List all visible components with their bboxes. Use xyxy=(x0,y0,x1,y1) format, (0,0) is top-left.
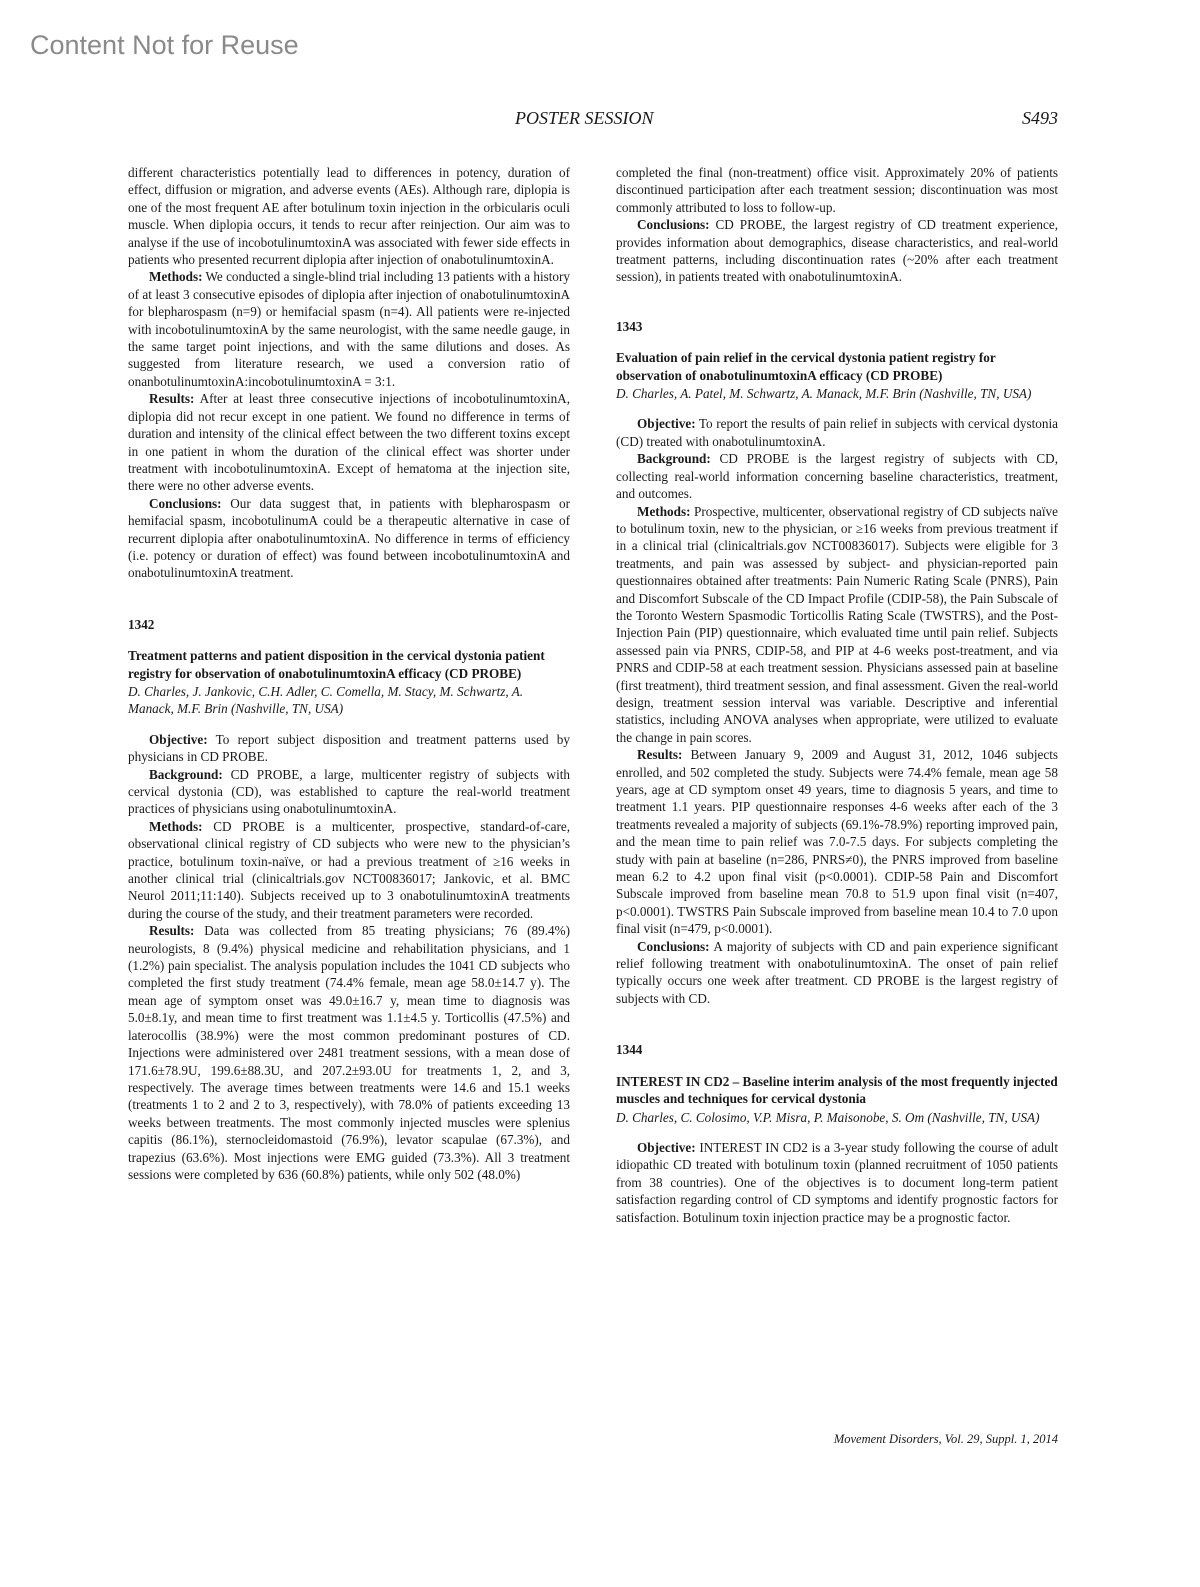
conclusions-text: A majority of subjects with CD and pain experience significant relief following treatment with onabotulinumtoxinA. The onset of pain relief typically occurs one week after treatment. CD PROBE is the largest registry of subjects with CD. xyxy=(616,938,1058,1006)
right-column xyxy=(616,164,1058,1226)
objective-paragraph-1343 xyxy=(616,415,1058,450)
conclusions-paragraph-1343 xyxy=(616,938,1058,1008)
continued-paragraph: different characteristics potentially lead to differences in potency, duration of effect, diffusion or migration, and adverse events (AEs). Although rare, diplopia is one of the most frequent AE after botulinum toxin injection in the orbicularis oculi muscle. When diplopia occurs, it tends to recur after reinjection. Our aim was to analyse if the use of incobotulinumtoxinA was associated with fewer side effects in patients who presented recurrent diplopia after injection of onabotulinumtoxinA. xyxy=(128,165,570,268)
objective-label: Objective: xyxy=(149,731,208,747)
conclusions-label: Conclusions: xyxy=(637,217,710,233)
journal-footer: Movement Disorders, Vol. 29, Suppl. 1, 2014 xyxy=(833,1432,1058,1446)
abstract-number-1344: 1344 xyxy=(616,1042,643,1058)
section-title: POSTER SESSION xyxy=(515,108,654,128)
methods-paragraph-1342 xyxy=(128,818,570,922)
methods-label: Methods: xyxy=(149,818,203,834)
methods-text: Prospective, multicenter, observational registry of CD subjects naïve to botulinum toxin, new to the physician, or ≥16 weeks from previous treatment if in a clinical trial (clinicaltrials.gov NCT00836017). Subjects were eligible for 3 treatments, and pain was assessed by subject- and physician-reported pain questionnaires obtained after treatments: Pain Numeric Rating Scale (PNRS), Pain and Discomfort Subscale of the CD Impact Profile (CDIP-58), the Pain Subscale of the Toronto Western Spasmodic Torticollis Rating Scale (TWSTRS), and the Post-Injection Pain (PIP) questionnaire, which evaluated time until pain relief. Subjects assessed pain via PNRS, CDIP-58, and PIP at 4-6 weeks post-treatment, and via PNRS and CDIP-58 at each treatment session. Physicians assessed pain at baseline (first treatment), third treatment session, and final assessment. Given the real-world design, treatment session interval was variable. Descriptive and inferential statistics, including ANOVA analyses when appropriate, were utilized to evaluate the change in pain scores. xyxy=(616,503,1058,745)
abstract-title-1342: Treatment patterns and patient disposition in the cervical dystonia patient registry for observation of onabotulinumtoxinA efficacy (CD PROBE) xyxy=(128,648,545,681)
objective-text: To report subject disposition and treatment patterns used by physicians in CD PROBE. xyxy=(128,731,570,765)
background-paragraph-1343 xyxy=(616,450,1058,502)
results-text: After at least three consecutive injections of incobotulinumtoxinA, diplopia did not recur except in one patient. We found no difference in terms of duration and intensity of the clinical effect between the two different toxins except in one patient in whom the duration of the clinical effect was shorter under treatment with incobotulinumtoxinA. Except of hematoma at the injection site, there were no other adverse events. xyxy=(128,391,570,494)
abstract-authors-1344: D. Charles, C. Colosimo, V.P. Misra, P. Maisonobe, S. Om (Nashville, TN, USA) xyxy=(616,1109,1040,1125)
methods-text: We conducted a single-blind trial including 13 patients with a history of at least 3 consecutive episodes of diplopia after injection of onabotulinumtoxinA for blepharospasm (n=9) or hemifacial spasm (n=4). All patients were re-injected with incobotulinumtoxinA by the same neurologist, with the same needle gauge, in the same target point injections, and with the same dilutions and doses. As suggested from literature research, we used a conversion ratio of onanbotulinumtoxinA:incobotulinumtoxinA = 3:1. xyxy=(128,269,570,389)
objective-label: Objective: xyxy=(637,1139,696,1155)
abstract-number-1342: 1342 xyxy=(128,616,155,632)
methods-text: CD PROBE is a multicenter, prospective, standard-of-care, observational clinical registry of CD subjects who were new to the physician’s practice, botulinum toxin-naïve, or had a previous treatment of ≥16 weeks in another clinical trial (clinicaltrials.gov NCT00836017; Jankovic, et al. BMC Neurol 2011;11:140). Subjects received up to 3 onabotulinumtoxinA treatments during the course of the study, and their treatment parameters were recorded. xyxy=(128,818,570,921)
conclusions-paragraph-1342 xyxy=(616,216,1058,286)
running-head xyxy=(0,108,1200,132)
results-paragraph-1343 xyxy=(616,746,1058,937)
methods-label: Methods: xyxy=(149,269,203,285)
abstract-authors-1343: D. Charles, A. Patel, M. Schwartz, A. Manack, M.F. Brin (Nashville, TN, USA) xyxy=(616,386,1032,402)
results-label: Results: xyxy=(149,923,195,939)
methods-label: Methods: xyxy=(637,503,691,519)
background-text: CD PROBE is the largest registry of subjects with CD, collecting real-world information concerning baseline characteristics, treatment, and outcomes. xyxy=(616,451,1058,502)
abstract-number-1343: 1343 xyxy=(616,318,643,334)
objective-paragraph-1344 xyxy=(616,1139,1058,1226)
results-text: Data was collected from 85 treating physicians; 76 (89.4%) neurologists, 8 (9.4%) physical medicine and rehabilitation physicians, and 1 (1.2%) pain specialist. The analysis population includes the 1041 CD subjects who completed the first study treatment (74.4% female, mean age 58.0±14.7 y). The mean age of symptom onset was 49.0±16.7 y, mean time to diagnosis was 5.0±8.1y, and mean time to first treatment was 1.1±4.5 y. Torticollis (47.5%) and laterocollis (38.9%) were the most common predominant postures of CD. Injections were administered over 2481 treatment sessions, with a mean dose of 171.6±78.9U, 199.6±88.3U, and 207.2±93.0U for treatments 1, 2, and 3, respectively. The average times between treatments were 14.6 and 15.1 weeks (treatments 1 to 2 and 2 to 3, respectively), with 78.0% of patients exceeding 13 weeks between treatments. The most commonly injected muscles were splenius capitis (86.1%), sternocleidomastoid (76.9%), levator scapulae (67.3%), and trapezius (63.6%). Most injections were EMG guided (73.3%). All 3 treatment sessions were completed by 636 (60.8%) patients, while only 502 (48.0%) xyxy=(128,923,570,1182)
results-paragraph-1342 xyxy=(128,922,570,1183)
results-continued-1342: completed the final (non-treatment) office visit. Approximately 20% of patients discontinued participation after each treatment session; discontinuation was most commonly attributed to loss to follow-up. xyxy=(616,165,1058,215)
conclusions-label: Conclusions: xyxy=(149,495,222,511)
left-column xyxy=(128,164,570,1183)
background-label: Background: xyxy=(637,451,711,467)
abstract-title-1344: INTEREST IN CD2 – Baseline interim analysis of the most frequently injected muscles and techniques for cervical dystonia xyxy=(616,1073,1058,1107)
conclusions-label: Conclusions: xyxy=(637,938,710,954)
background-text: CD PROBE, a large, multicenter registry of subjects with cervical dystonia (CD), was established to capture the real-world treatment practices of physicians using onabotulinumtoxinA. xyxy=(128,766,570,817)
results-label: Results: xyxy=(149,391,195,407)
objective-paragraph-1342 xyxy=(128,731,570,766)
results-label: Results: xyxy=(637,747,683,763)
background-paragraph-1342 xyxy=(128,766,570,818)
objective-text: To report the results of pain relief in subjects with cervical dystonia (CD) treated with onabotulinumtoxinA. xyxy=(616,416,1058,449)
objective-label: Objective: xyxy=(637,416,696,432)
page-number: S493 xyxy=(1022,108,1058,128)
conclusions-paragraph xyxy=(128,495,570,582)
results-paragraph xyxy=(128,390,570,494)
objective-text: INTEREST IN CD2 is a 3-year study following the course of adult idiopathic CD treated with botulinum toxin (planned recruitment of 1050 patients from 38 countries). One of the objectives is to document long-term patient satisfaction regarding control of CD symptoms and identify prognostic factors for satisfaction. Botulinum toxin injection practice may be a prognostic factor. xyxy=(616,1139,1058,1225)
abstract-title-1343: Evaluation of pain relief in the cervical dystonia patient registry for observation of onabotulinumtoxinA efficacy (CD PROBE) xyxy=(616,350,996,383)
conclusions-text: Our data suggest that, in patients with blepharospasm or hemifacial spasm, incobotulinumA could be a therapeutic alternative in case of recurrent diplopia after onabotulinumtoxinA. No difference in terms of efficiency (i.e. potency or duration of effect) was found between incobotulinumtoxinA and onabotulinumtoxinA treatment. xyxy=(128,495,570,581)
abstract-authors-1342: D. Charles, J. Jankovic, C.H. Adler, C. Comella, M. Stacy, M. Schwartz, A. Manack, M.F. Brin (Nashville, TN, USA) xyxy=(128,683,524,717)
conclusions-text: CD PROBE, the largest registry of CD treatment experience, provides information about demographics, disease characteristics, and real-world treatment patterns, including discontinuation rates (~20% after each treatment session), in patients treated with onabotulinumtoxinA. xyxy=(616,217,1058,285)
background-label: Background: xyxy=(149,766,223,782)
results-text: Between January 9, 2009 and August 31, 2012, 1046 subjects enrolled, and 502 completed the study. Subjects were 74.4% female, mean age 58 years, age at CD symptom onset 49 years, time to diagnosis 5 years, and time to treatment 1.1 years. PIP questionnaire responses 4-6 weeks after each of the 3 treatments revealed a majority of subjects (69.1%-78.9%) reporting improved pain, and the mean time to pain relief was 7.0-7.5 days. For subjects completing the study with pain at baseline (n=286, PNRS≠0), the PNRS improved from baseline mean 6.2 to 4.2 upon final visit (p<0.0001). CDIP-58 Pain and Discomfort Subscale improved from baseline mean 70.8 to 51.9 upon final visit (n=407, p<0.0001). TWSTRS Pain Subscale improved from baseline mean 10.4 to 7.0 upon final visit (n=479, p<0.0001). xyxy=(616,747,1058,937)
watermark: Content Not for Reuse xyxy=(30,30,299,60)
methods-paragraph xyxy=(128,268,570,390)
methods-paragraph-1343 xyxy=(616,503,1058,747)
